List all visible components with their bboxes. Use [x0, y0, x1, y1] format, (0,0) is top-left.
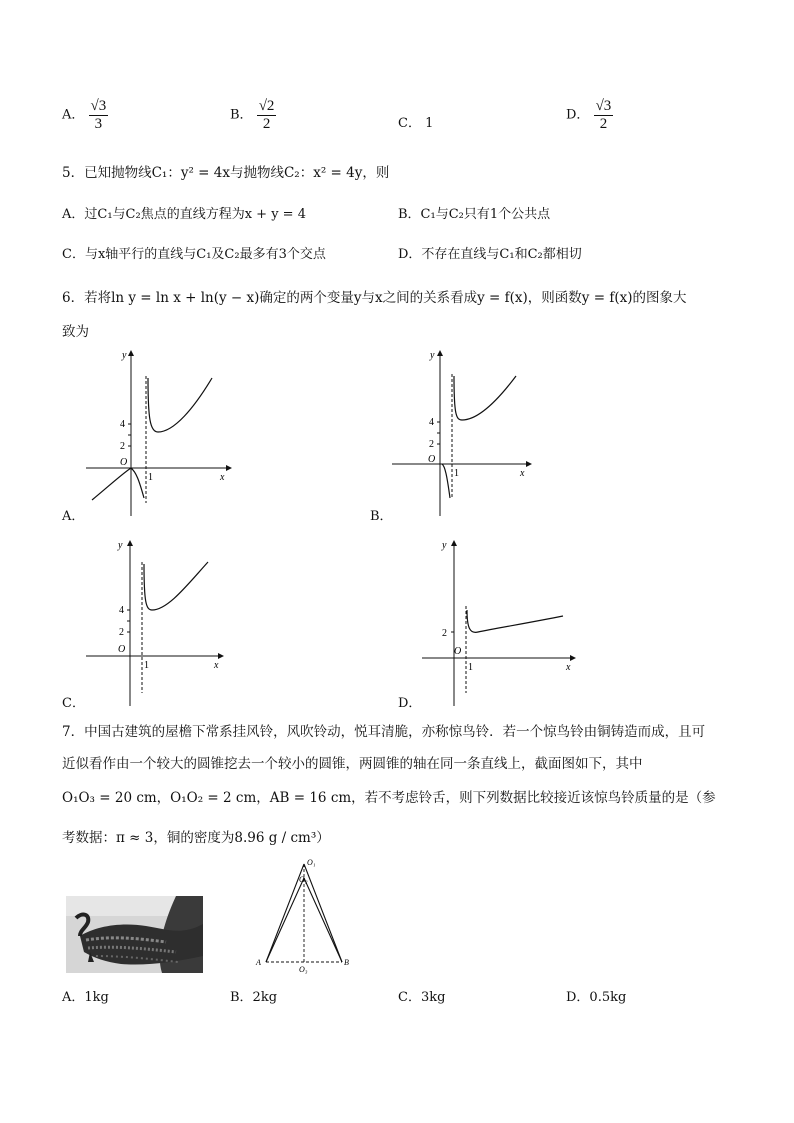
- tick-4: 4: [119, 605, 124, 616]
- fraction: $\frac{√3}{3}$: [90, 98, 107, 132]
- graph-a: [84, 348, 234, 518]
- origin-label: O: [454, 646, 462, 657]
- point-a: A: [256, 958, 261, 967]
- tick-1: 1: [144, 660, 149, 671]
- q7-line1: 7．中国古建筑的屋檐下常系挂风铃，风吹铃动，悦耳清脆，亦称惊鸟铃．若一个惊鸟铃由铜铸造而成，且可: [62, 724, 706, 740]
- q7-option-d: D．0.5kg: [566, 990, 627, 1005]
- axis-label-x: x: [520, 468, 525, 479]
- axis-label-y: y: [430, 350, 435, 361]
- q7-option-a: A．1kg: [62, 990, 109, 1005]
- graph-d-label: D．: [398, 696, 422, 711]
- axis-label-x: x: [220, 472, 225, 483]
- point-b: B: [344, 958, 349, 967]
- q4-option-d: [566, 98, 613, 132]
- point-o3: O₃: [299, 965, 308, 974]
- tick-1: 1: [454, 468, 459, 479]
- graph-c-label: C．: [62, 696, 85, 711]
- tick-2: 2: [429, 439, 434, 450]
- q7-option-b: B．2kg: [230, 990, 278, 1005]
- q5-stem: 5．已知抛物线C₁：y² = 4x与抛物线C₂：x² = 4y，则: [62, 165, 390, 181]
- tick-1: 1: [148, 472, 153, 483]
- q7-line2: 近似看作由一个较大的圆锥挖去一个较小的圆锥，两圆锥的轴在同一条直线上，截面图如下，其中: [62, 756, 643, 772]
- axis-label-x: x: [566, 662, 571, 673]
- q5-option-c: C．与x轴平行的直线与C₁及C₂最多有3个交点: [62, 247, 326, 262]
- q4-option-a: [62, 98, 108, 132]
- q7-line3: O₁O₃ = 20 cm，O₁O₂ = 2 cm，AB = 16 cm，若不考虑铃舌，则下列数据比较接近该惊鸟铃质量的是（参: [62, 790, 716, 806]
- q6-stem-line2: 致为: [62, 324, 89, 340]
- eave-photo: [66, 896, 203, 973]
- fraction: $\frac{√2}{2}$: [258, 98, 275, 132]
- origin-label: O: [118, 644, 126, 655]
- option-letter: A．: [62, 107, 85, 123]
- option-letter: B．: [230, 107, 253, 123]
- q5-option-a: A．过C₁与C₂焦点的直线方程为x + y = 4: [62, 207, 306, 222]
- q6-stem-line1: 6．若将ln y = ln x + ln(y − x)确定的两个变量y与x之间的关系看成y = f(x)，则函数y = f(x)的图象大: [62, 290, 687, 306]
- option-letter: C．: [398, 116, 421, 131]
- graph-d: [418, 538, 583, 708]
- graph-b: [390, 348, 540, 518]
- option-value: 1: [425, 116, 434, 131]
- tick-1: 1: [468, 662, 473, 673]
- tick-4: 4: [120, 419, 125, 430]
- q4-option-c: [398, 112, 433, 131]
- axis-label-y: y: [122, 350, 127, 361]
- point-o2: O₂: [299, 875, 308, 884]
- tick-4: 4: [429, 417, 434, 428]
- q4-option-b: [230, 98, 276, 132]
- fraction: $\frac{√3}{2}$: [595, 98, 612, 132]
- point-o1: O₁: [307, 858, 316, 867]
- q5-option-d: D．不存在直线与C₁和C₂都相切: [398, 247, 582, 262]
- origin-label: O: [428, 454, 436, 465]
- graph-b-label: B．: [370, 509, 393, 524]
- axis-label-y: y: [442, 540, 447, 551]
- q7-line4: 考数据：π ≈ 3，铜的密度为8.96 g / cm³）: [62, 830, 330, 846]
- tick-2: 2: [120, 441, 125, 452]
- q7-option-c: C．3kg: [398, 990, 446, 1005]
- graph-a-label: A．: [62, 509, 85, 524]
- q5-option-b: B．C₁与C₂只有1个公共点: [398, 207, 551, 222]
- option-letter: D．: [566, 107, 590, 123]
- axis-label-y: y: [118, 540, 123, 551]
- graph-c: [82, 538, 232, 708]
- tick-2: 2: [442, 628, 447, 639]
- origin-label: O: [120, 457, 128, 468]
- tick-2: 2: [119, 627, 124, 638]
- axis-label-x: x: [214, 660, 219, 671]
- bell-cross-section-diagram: [252, 856, 356, 976]
